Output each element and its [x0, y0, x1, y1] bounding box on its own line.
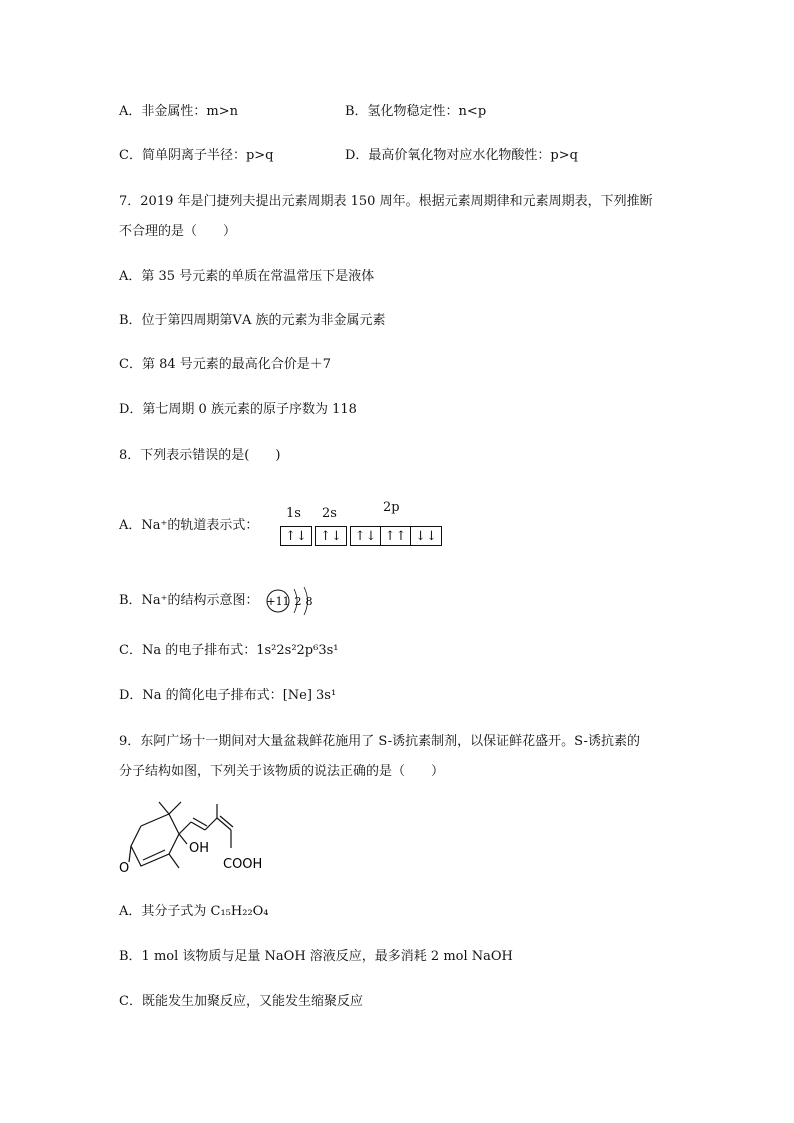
shell-electrons-1: 2	[294, 595, 302, 608]
q8-option-d	[119, 686, 336, 706]
shell-electrons-2: 8	[305, 595, 313, 608]
q6-option-d: D．最高价氧化物对应水化物酸性：p>q	[345, 148, 578, 163]
chain-3	[205, 818, 217, 830]
methyl-2	[169, 802, 181, 814]
orbital-box-2s	[315, 526, 347, 546]
struct-cooh: COOH	[223, 857, 263, 872]
methyl-3	[169, 854, 179, 868]
orbital-cell: ↓↓	[415, 528, 437, 544]
q7-stem-line2: 不合理的是（ ）	[119, 224, 237, 239]
q8-option-d-config: [Ne] 3s¹	[282, 688, 337, 703]
q6-option-b: B．氢化物稳定性：n<p	[345, 104, 487, 119]
orbital-box-2p	[350, 526, 442, 546]
ketone-bond	[129, 846, 131, 862]
orbital-cell: ↑↓	[285, 528, 307, 544]
q8-option-c-config: 1s²2s²2p⁶3s¹	[256, 643, 339, 658]
s-abscisic-acid-structure	[119, 800, 269, 876]
q8-option-c	[119, 641, 338, 661]
q7-option-c: C．第 84 号元素的最高化合价是＋7	[119, 357, 332, 372]
orbital-label-2p: 2p	[383, 500, 400, 515]
q9-option-a: A．其分子式为 C₁₅H₂₂O₄	[119, 904, 269, 919]
orbital-label-1s: 1s	[286, 506, 301, 521]
methyl-1	[159, 802, 169, 814]
q9-stem-line1: 9．东阿广场十一期间对大量盆栽鲜花施用了 S-诱抗素制剂，以保证鲜花盛开。S-诱抗素的	[119, 734, 640, 749]
q7-option-d: D．第七周期 0 族元素的原子序数为 118	[119, 402, 357, 417]
q8-stem: 8．下列表示错误的是( )	[119, 448, 281, 463]
q8-option-d-prefix: D．Na 的简化电子排布式：	[119, 688, 283, 703]
orbital-label-2s: 2s	[322, 506, 337, 521]
q7-stem-line1: 7．2019 年是门捷列夫提出元素周期表 150 周年。根据元素周期律和元素周期表，下列推断	[119, 194, 653, 209]
chain-1	[179, 822, 191, 834]
na-ion-structure-diagram	[264, 584, 324, 618]
orbital-cell: ↑↓	[320, 528, 342, 544]
q8-option-b: B．Na⁺的结构示意图：	[119, 593, 259, 608]
q8-option-a: A．Na⁺的轨道表示式：	[119, 518, 259, 533]
nucleus-charge: +11	[266, 595, 290, 608]
q7-option-b: B．位于第四周期第ⅤA 族的元素为非金属元素	[119, 313, 386, 328]
orbital-box-1s	[280, 526, 312, 546]
q7-option-a: A．第 35 号元素的单质在常温常压下是液体	[119, 269, 375, 284]
q9-option-c: C．既能发生加聚反应，又能发生缩聚反应	[119, 994, 363, 1009]
struct-o: O	[119, 861, 130, 876]
q9-stem-line2: 分子结构如图，下列关于该物质的说法正确的是（ ）	[119, 764, 445, 779]
ring-double-bond	[143, 850, 165, 860]
q9-option-b: B．1 mol 该物质与足量 NaOH 溶液反应，最多消耗 2 mol NaOH	[119, 949, 513, 964]
q6-option-c: C．简单阴离子半径：p>q	[119, 148, 274, 163]
oh-bond	[179, 834, 187, 844]
q6-option-a: A．非金属性：m>n	[119, 104, 238, 119]
orbital-cell: ↑↑	[381, 527, 411, 545]
q8-option-c-prefix: C．Na 的电子排布式：	[119, 643, 257, 658]
orbital-cell: ↑↓	[351, 527, 381, 545]
struct-oh: OH	[189, 841, 210, 856]
